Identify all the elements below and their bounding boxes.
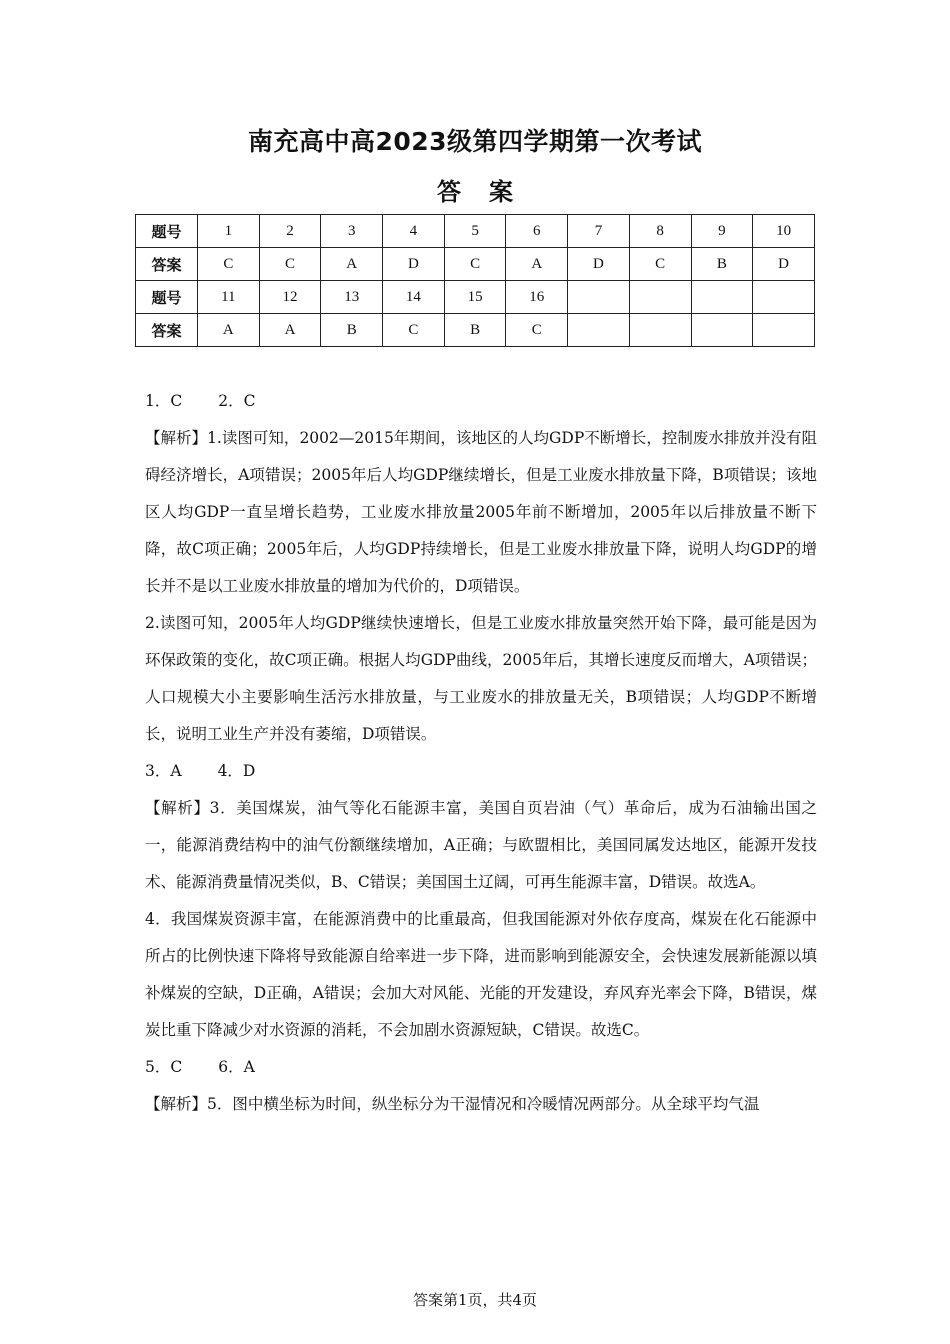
table-cell: 11	[198, 281, 260, 314]
table-cell: 9	[691, 215, 753, 248]
page-footer: 答案第1页，共4页	[412, 1291, 538, 1309]
table-row	[136, 281, 815, 314]
table-cell: A	[198, 314, 260, 347]
analysis-content	[145, 383, 817, 1123]
answer-line-q1-2	[145, 383, 817, 420]
table-cell: 13	[321, 281, 383, 314]
analysis-q3: 【解析】3．美国煤炭，油气等化石能源丰富，美国自页岩油（气）革命后，成为石油输出国之一，能源消费结构中的油气份额继续增加，A正确；与欧盟相比，美国同属发达地区，能源开发技术、能源消费量情况类似，B、C错误；美国国土辽阔，可再生能源丰富，D错误。故选A。	[145, 799, 817, 891]
table-cell: 14	[383, 281, 445, 314]
table-row-header: 题号	[136, 281, 198, 314]
table-cell	[691, 281, 753, 314]
table-row-header: 答案	[136, 314, 198, 347]
table-cell: C	[506, 314, 568, 347]
table-cell: C	[383, 314, 445, 347]
table-cell: 2	[259, 215, 321, 248]
answer-line-q5-6	[145, 1049, 817, 1086]
answer-table	[135, 214, 815, 347]
table-cell	[629, 281, 691, 314]
answer-q6: 6．A	[218, 1058, 255, 1076]
table-cell: 16	[506, 281, 568, 314]
table-cell: A	[259, 314, 321, 347]
table-cell	[753, 314, 815, 347]
page-subtitle: 答案	[437, 178, 541, 206]
table-cell: C	[198, 248, 260, 281]
table-cell: 6	[506, 215, 568, 248]
answer-q3: 3．A	[145, 762, 182, 780]
table-cell: 7	[568, 215, 630, 248]
table-cell	[691, 314, 753, 347]
table-row	[136, 215, 815, 248]
answer-line-q3-4	[145, 753, 817, 790]
table-cell: D	[383, 248, 445, 281]
analysis-q5: 【解析】5．图中横坐标为时间，纵坐标分为干湿情况和冷暖情况两部分。从全球平均气温	[145, 1095, 760, 1113]
table-cell: C	[259, 248, 321, 281]
table-cell	[753, 281, 815, 314]
table-cell: 4	[383, 215, 445, 248]
table-cell: B	[321, 314, 383, 347]
analysis-q2: 2.读图可知，2005年人均GDP继续快速增长，但是工业废水排放量突然开始下降，最可能是因为环保政策的变化，故C项正确。根据人均GDP曲线，2005年后，其增长速度反而增大，A项错误；人口规模大小主要影响生活污水排放量，与工业废水的排放量无关，B项错误；人均GDP不断增长，说明工业生产并没有萎缩，D项错误。	[145, 614, 817, 743]
table-cell	[568, 281, 630, 314]
answer-q4: 4．D	[217, 762, 256, 780]
table-cell: 15	[444, 281, 506, 314]
table-cell: C	[444, 248, 506, 281]
table-cell	[629, 314, 691, 347]
answer-q2: 2．C	[218, 392, 256, 410]
table-cell: 5	[444, 215, 506, 248]
table-cell: 8	[629, 215, 691, 248]
table-cell: B	[444, 314, 506, 347]
table-cell: B	[691, 248, 753, 281]
table-cell: 12	[259, 281, 321, 314]
page-title: 南充高中高2023级第四学期第一次考试	[247, 127, 703, 156]
table-cell: A	[321, 248, 383, 281]
table-row-header: 答案	[136, 248, 198, 281]
table-cell: C	[629, 248, 691, 281]
table-cell: 3	[321, 215, 383, 248]
analysis-q4: 4．我国煤炭资源丰富，在能源消费中的比重最高，但我国能源对外依存度高，煤炭在化石能源中所占的比例快速下降将导致能源自给率进一步下降，进而影响到能源安全，会快速发展新能源以填补煤炭的空缺，D正确，A错误；会加大对风能、光能的开发建设，弃风弃光率会下降，B错误，煤炭比重下降减少对水资源的消耗，不会加剧水资源短缺，C错误。故选C。	[145, 910, 817, 1039]
table-cell: 1	[198, 215, 260, 248]
table-cell	[568, 314, 630, 347]
table-cell: A	[506, 248, 568, 281]
table-cell: D	[753, 248, 815, 281]
answer-q5: 5．C	[145, 1058, 183, 1076]
answer-q1: 1．C	[145, 392, 183, 410]
table-row-header: 题号	[136, 215, 198, 248]
table-row	[136, 248, 815, 281]
analysis-q1: 【解析】1.读图可知，2002—2015年期间，该地区的人均GDP不断增长，控制废水排放并没有阻碍经济增长，A项错误；2005年后人均GDP继续增长，但是工业废水排放量下降，B项错误；该地区人均GDP一直呈增长趋势，工业废水排放量2005年前不断增加，2005年以后排放量不断下降，故C项正确；2005年后，人均GDP持续增长，但是工业废水排放量下降，说明人均GDP的增长并不是以工业废水排放量的增加为代价的，D项错误。	[145, 429, 817, 595]
table-cell: 10	[753, 215, 815, 248]
table-cell: D	[568, 248, 630, 281]
table-row	[136, 314, 815, 347]
